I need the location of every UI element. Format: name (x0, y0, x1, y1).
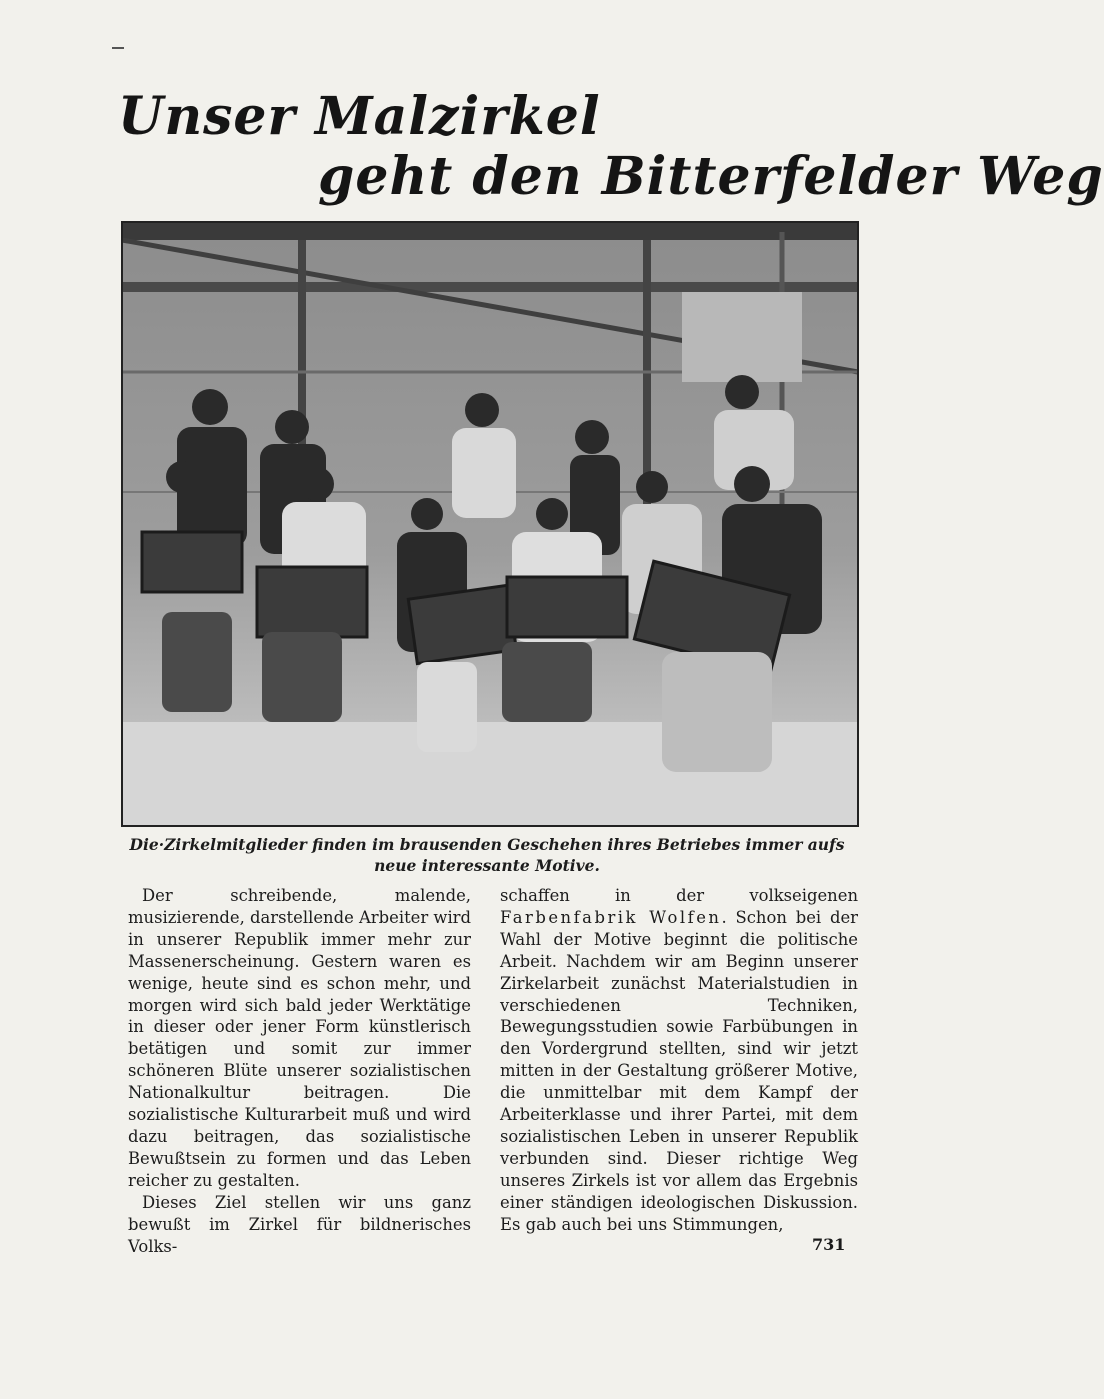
paragraph: Dieses Ziel stellen wir uns ganz bewußt im Zirkel für bildnerisches Volks- (128, 1192, 471, 1256)
paragraph: Der schreibende, malende, musizierende, darstellende Arbeiter wird in unserer Republik immer mehr zur Massenerscheinung. Gestern waren es wenige, heute sind es schon mehr, und morgen wird sich bald jeder Werktätige in dieser oder jener Form künstlerisch betätigen und somit zur immer schöneren Blüte unserer sozialistischen Nationalkultur beitragen. Die sozialistische Kulturarbeit muß und wird dazu beitragen, das sozialistische Bewußtsein zu formen und das Leben reicher zu gestalten. (128, 886, 472, 1190)
text-column-right (500, 885, 858, 1236)
title-line-1: Unser Malzirkel (118, 86, 601, 147)
text-run: schaffen in der volkseigenen (500, 886, 858, 905)
photo-caption: Die·Zirkelmitglieder finden im brausenden Geschehen ihres Betriebes immer aufs neue interessante Motive. (129, 835, 845, 875)
group-photo (122, 222, 858, 826)
paragraph (500, 885, 858, 1236)
text-run: . Schon bei der Wahl der Motive beginnt die politische Arbeit. Nachdem wir am Beginn unserer Zirkelarbeit zunächst Materialstudien in verschiedenen Techniken, Bewegungsstudien sowie Farbübungen in den Vordergrund stellten, sind wir jetzt mitten in der Gestaltung größerer Motive, die unmittelbar mit dem Kampf der Arbeiterklasse und ihrer Partei, mit dem sozialistischen Leben in unserer Republik verbunden sind. Dieser richtige Weg unseres Zirkels ist vor allem das Ergebnis einer ständigen ideologischen Diskussion. Es gab auch bei uns Stimmungen, (500, 907, 858, 1234)
text-column-left (128, 885, 471, 1257)
article-title (0, 0, 1104, 215)
title-line-2: geht den Bitterfelder Weg (318, 146, 1104, 207)
page-number: 731 (812, 1235, 846, 1254)
company-name: Farbenfabrik Wolfen (500, 907, 722, 927)
